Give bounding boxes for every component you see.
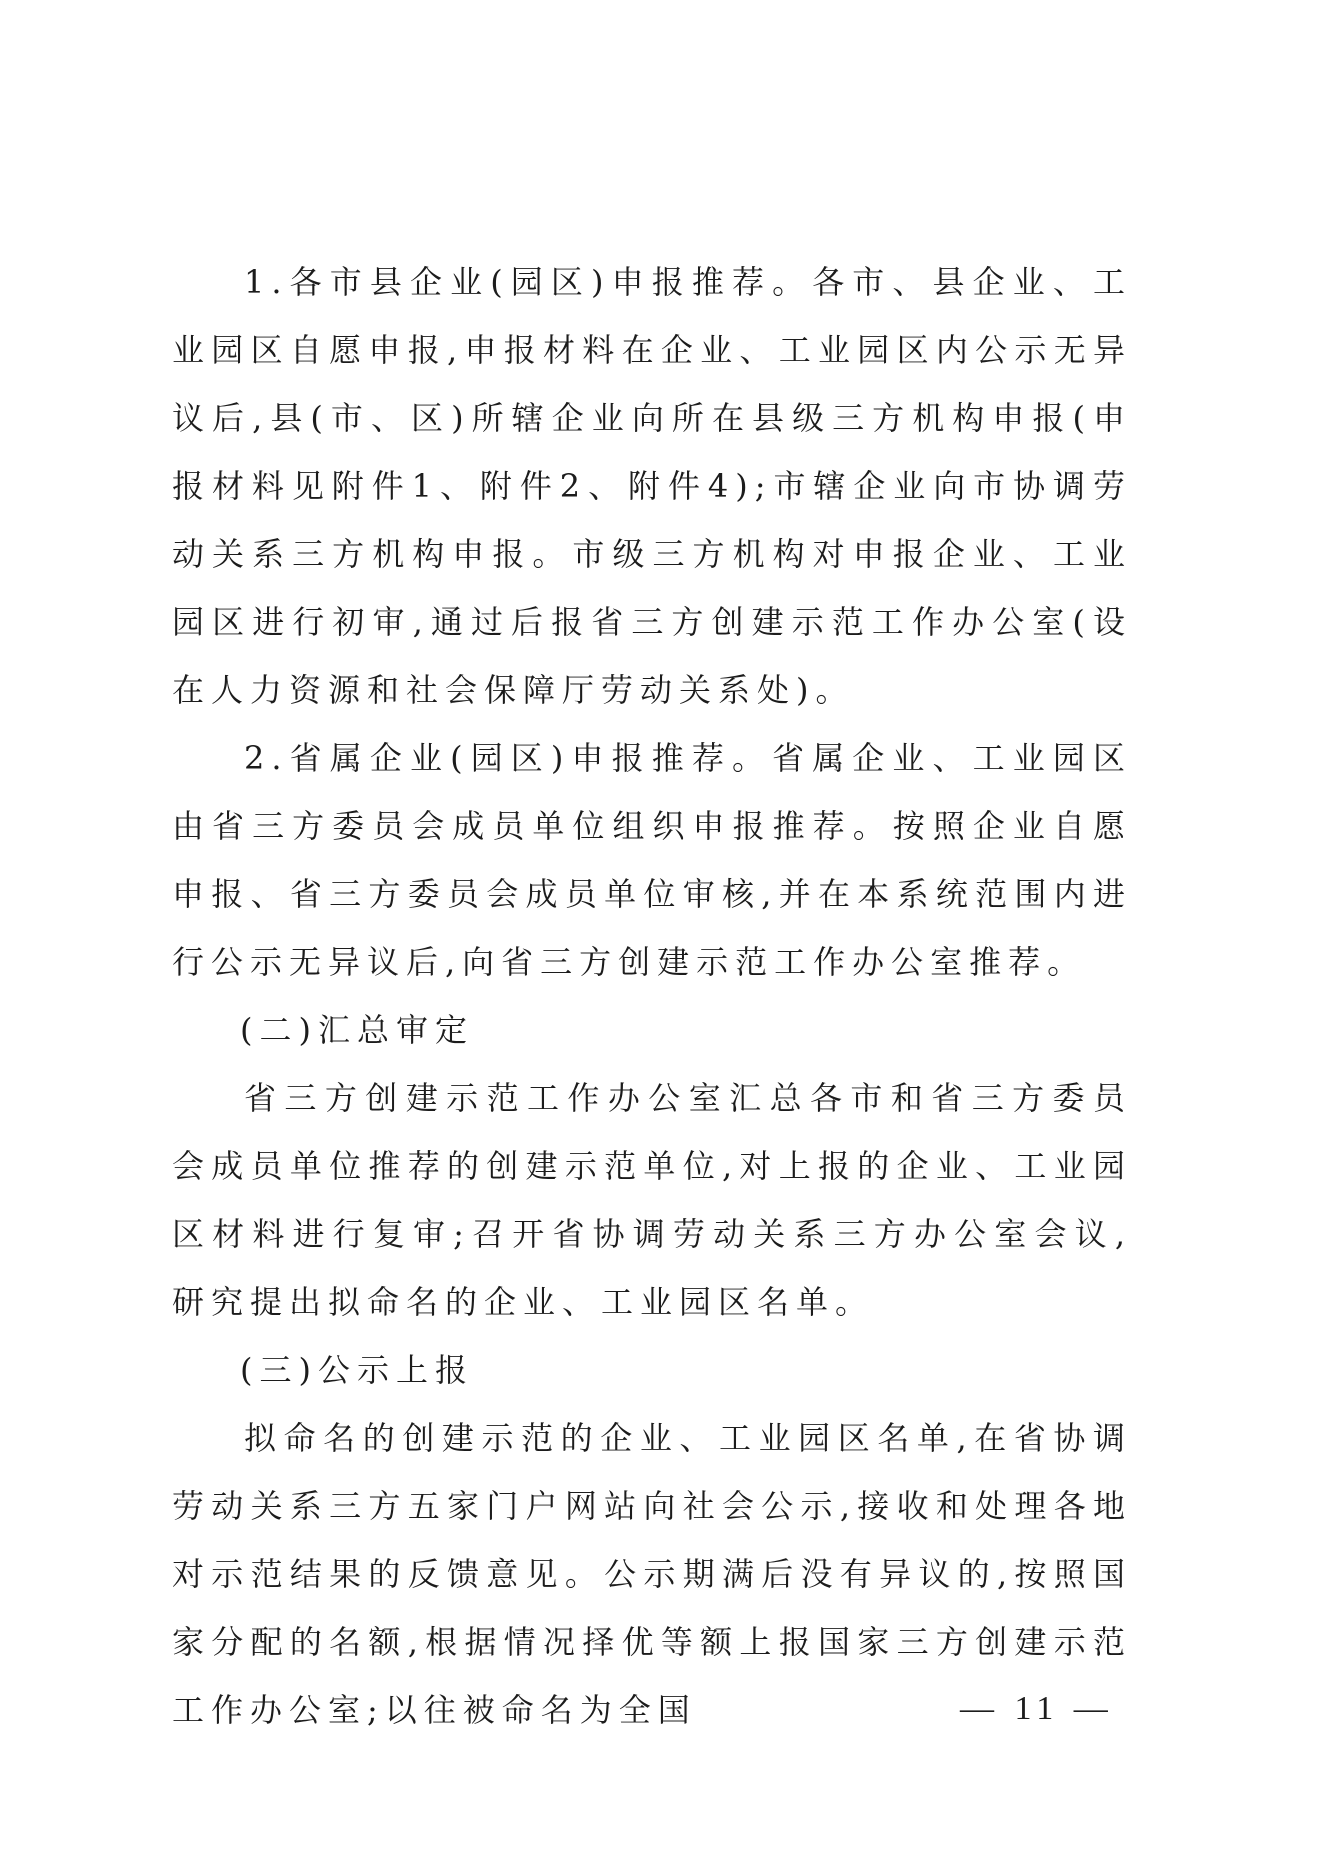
paragraph-county-enterprise-recommendation: 1.各市县企业(园区)申报推荐。各市、县企业、工业园区自愿申报,申报材料在企业、工业园区内公示无异议后,县(市、区)所辖企业向所在县级三方机构申报(申报材料见附件1、附件2、附件4);市辖企业向市协调劳动关系三方机构申报。市级三方机构对申报企业、工业园区进行初审,通过后报省三方创建示范工作办公室(设在人力资源和社会保障厅劳动关系处)。: [172, 263, 1132, 709]
document-body: [172, 248, 1132, 1744]
page-number: — 11 —: [960, 1690, 1114, 1727]
paragraph-summary-review: 省三方创建示范工作办公室汇总各市和省三方委员会成员单位推荐的创建示范单位,对上报的企业、工业园区材料进行复审;召开省协调劳动关系三方办公室会议,研究提出拟命名的企业、工业园区名单。: [172, 1079, 1132, 1321]
section-heading-summary-review: (二)汇总审定: [240, 1011, 474, 1049]
paragraph-publicity-report: 拟命名的创建示范的企业、工业园区名单,在省协调劳动关系三方五家门户网站向社会公示,接收和处理各地对示范结果的反馈意见。公示期满后没有异议的,按照国家分配的名额,根据情况择优等额上报国家三方创建示范工作办公室;以往被命名为全国: [172, 1419, 1132, 1729]
paragraph-provincial-enterprise-recommendation: 2.省属企业(园区)申报推荐。省属企业、工业园区由省三方委员会成员单位组织申报推荐。按照企业自愿申报、省三方委员会成员单位审核,并在本系统范围内进行公示无异议后,向省三方创建示范工作办公室推荐。: [172, 739, 1132, 981]
section-heading-publicity-report: (三)公示上报: [240, 1351, 474, 1389]
